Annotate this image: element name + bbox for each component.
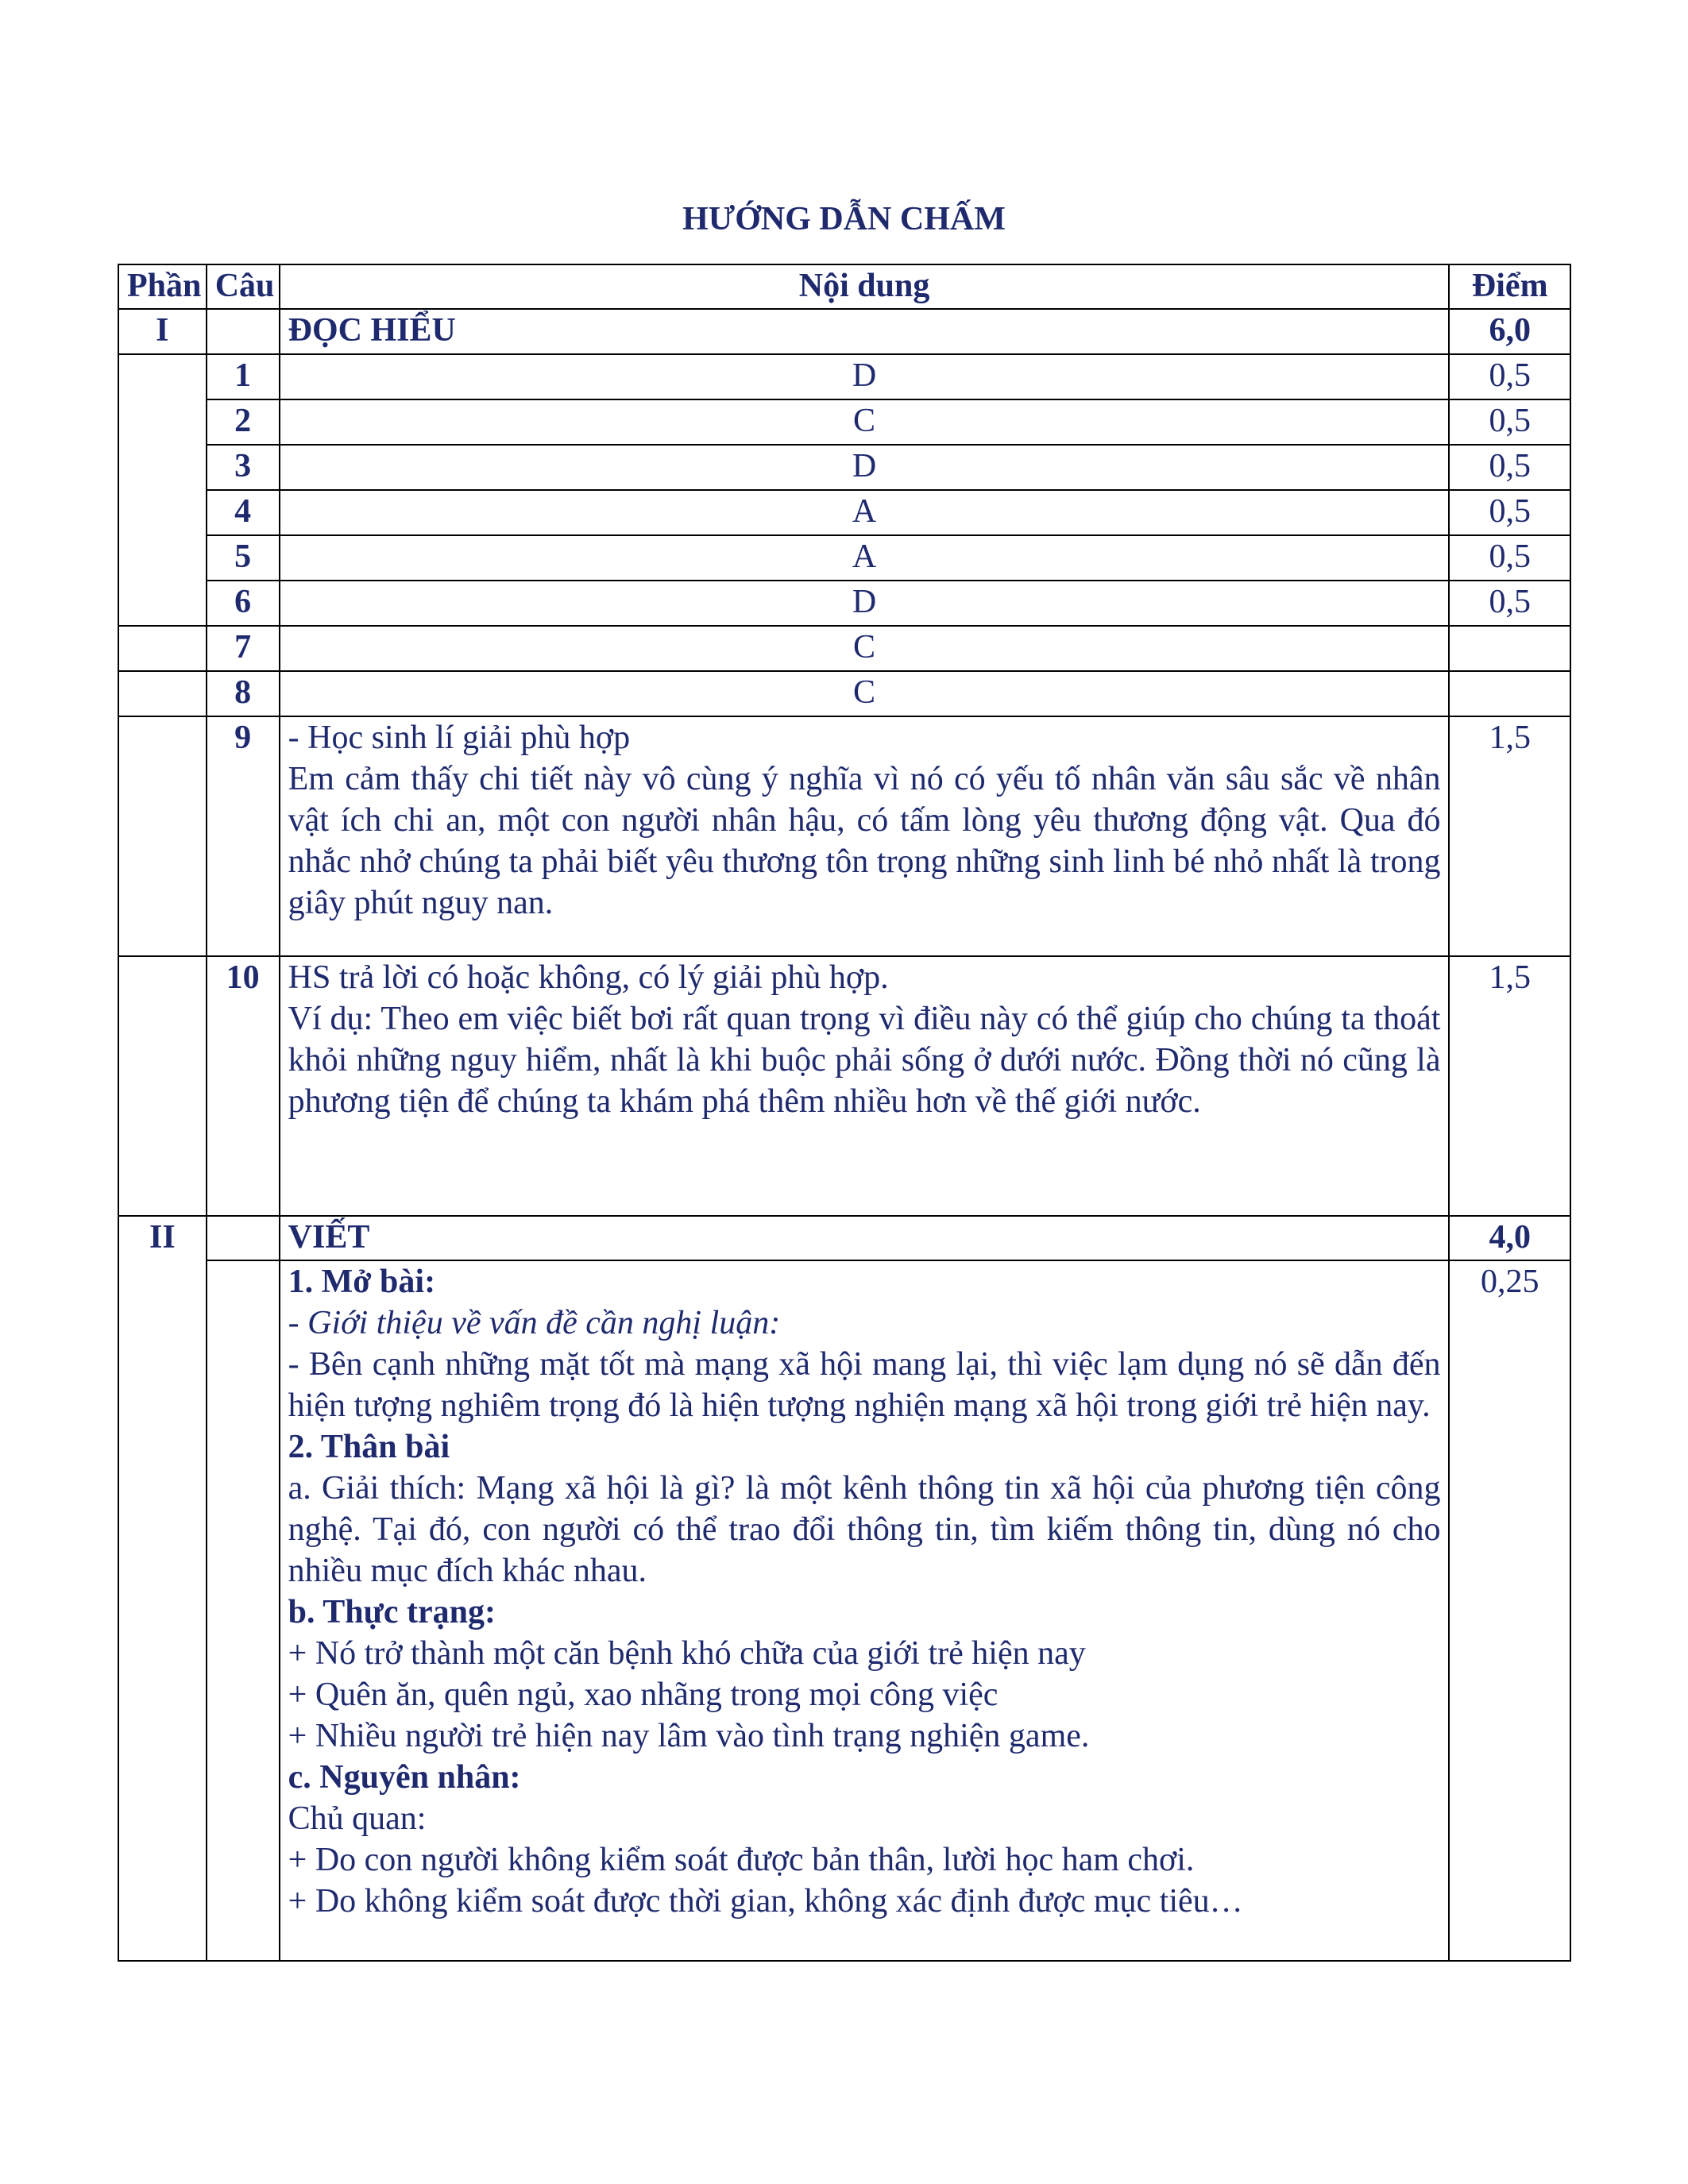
answer-note: - Học sinh lí giải phù hợp xyxy=(288,720,631,756)
table-row xyxy=(118,535,1570,581)
writing-content xyxy=(280,1260,1450,1961)
header-phan: Phần xyxy=(118,264,207,309)
question-number: 6 xyxy=(207,581,280,626)
empty-cell xyxy=(118,354,207,626)
table-row xyxy=(118,1260,1570,1961)
empty-cell xyxy=(207,1260,280,1961)
list-item: + Do không kiểm soát được thời gian, không xác định được mục tiêu… xyxy=(288,1883,1243,1920)
score-cell xyxy=(1449,626,1570,671)
table-row xyxy=(118,626,1570,671)
list-item: + Do con người không kiểm soát được bản thân, lười học ham chơi. xyxy=(288,1842,1195,1878)
nguyen-nhan-heading: c. Nguyên nhân: xyxy=(288,1759,521,1796)
empty-cell xyxy=(118,716,207,956)
empty-cell xyxy=(118,626,207,671)
score-cell xyxy=(1449,671,1570,716)
question-number: 8 xyxy=(207,671,280,716)
table-row xyxy=(118,716,1570,956)
section-score: 4,0 xyxy=(1449,1216,1570,1260)
list-item: + Nó trở thành một căn bệnh khó chữa của giới trẻ hiện nay xyxy=(288,1635,1086,1672)
answer-cell xyxy=(280,716,1450,956)
question-number: 1 xyxy=(207,354,280,399)
table-row xyxy=(118,956,1570,1216)
answer-paragraph: Em cảm thấy chi tiết này vô cùng ý nghĩa vì nó có yếu tố nhân văn sâu sắc về nhân vật ích chi an, một con người nhân hậu, có tấm lòng yêu thương động vật. Qua đó nhắc nhở chúng ta phải biết yêu thương tôn trọng những sinh linh bé nhỏ nhất là trong giây phút nguy nan. xyxy=(288,761,1441,921)
header-cau: Câu xyxy=(207,264,280,309)
table-row xyxy=(118,581,1570,626)
section-label: VIẾT xyxy=(280,1216,1450,1260)
answer-paragraph: Ví dụ: Theo em việc biết bơi rất quan trọng vì điều này có thể giúp cho chúng ta thoát khỏi những nguy hiểm, nhất là khi buộc phải sống ở dưới nước. Đồng thời nó cũng là phương tiện để chúng ta khám phá thêm nhiều hơn về thế giới nước. xyxy=(288,1001,1441,1120)
answer-cell: C xyxy=(280,626,1450,671)
answer-cell: D xyxy=(280,445,1450,490)
chu-quan-label: Chủ quan: xyxy=(288,1800,427,1837)
mo-bai-heading: 1. Mở bài: xyxy=(288,1264,436,1300)
table-header-row xyxy=(118,264,1570,309)
empty-cell xyxy=(207,309,280,354)
section-row-viet xyxy=(118,1216,1570,1260)
question-number: 10 xyxy=(207,956,280,1216)
mo-bai-intro: - Giới thiệu về vấn đề cần nghị luận: xyxy=(288,1305,781,1341)
score-cell: 0,25 xyxy=(1449,1260,1570,1961)
answer-cell: D xyxy=(280,581,1450,626)
table-row xyxy=(118,445,1570,490)
giai-thich-text: a. Giải thích: Mạng xã hội là gì? là một kênh thông tin xã hội của phương tiện công nghệ. Tại đó, con người có thể trao đổi thông tin, tìm kiếm thông tin, dùng nó cho nhiều mục đích khác nhau. xyxy=(288,1470,1441,1589)
answer-cell: C xyxy=(280,671,1450,716)
table-row xyxy=(118,354,1570,399)
question-number: 9 xyxy=(207,716,280,956)
empty-cell xyxy=(207,1216,280,1260)
score-cell: 0,5 xyxy=(1449,535,1570,581)
question-number: 2 xyxy=(207,399,280,445)
answer-note: HS trả lời có hoặc không, có lý giải phù hợp. xyxy=(288,959,889,996)
empty-cell xyxy=(118,956,207,1216)
header-noidung: Nội dung xyxy=(280,264,1450,309)
score-cell: 0,5 xyxy=(1449,445,1570,490)
section-label: ĐỌC HIỂU xyxy=(280,309,1450,354)
grading-table xyxy=(118,264,1571,1962)
answer-cell xyxy=(280,956,1450,1216)
list-item: + Nhiều người trẻ hiện nay lâm vào tình trạng nghiện game. xyxy=(288,1718,1090,1754)
score-cell: 0,5 xyxy=(1449,354,1570,399)
section-score: 6,0 xyxy=(1449,309,1570,354)
score-cell: 0,5 xyxy=(1449,399,1570,445)
question-number: 3 xyxy=(207,445,280,490)
question-number: 5 xyxy=(207,535,280,581)
score-cell: 1,5 xyxy=(1449,956,1570,1216)
page-title: HƯỚNG DẪN CHẤM xyxy=(682,201,1006,237)
than-bai-heading: 2. Thân bài xyxy=(288,1429,450,1465)
score-cell: 1,5 xyxy=(1449,716,1570,956)
thuc-trang-heading: b. Thực trạng: xyxy=(288,1594,496,1630)
answer-cell: C xyxy=(280,399,1450,445)
answer-cell: A xyxy=(280,535,1450,581)
header-diem: Điểm xyxy=(1449,264,1570,309)
score-cell: 0,5 xyxy=(1449,581,1570,626)
table-row xyxy=(118,399,1570,445)
question-number: 4 xyxy=(207,490,280,535)
table-row xyxy=(118,671,1570,716)
answer-cell: A xyxy=(280,490,1450,535)
mo-bai-text: - Bên cạnh những mặt tốt mà mạng xã hội mang lại, thì việc lạm dụng nó sẽ dẫn đến hiện tượng nghiêm trọng đó là hiện tượng nghiện mạng xã hội trong giới trẻ hiện nay. xyxy=(288,1346,1441,1424)
question-number: 7 xyxy=(207,626,280,671)
section-number: II xyxy=(118,1216,207,1961)
empty-cell xyxy=(118,671,207,716)
section-row-doc-hieu xyxy=(118,309,1570,354)
answer-cell: D xyxy=(280,354,1450,399)
table-row xyxy=(118,490,1570,535)
score-cell: 0,5 xyxy=(1449,490,1570,535)
section-number: I xyxy=(118,309,207,354)
list-item: + Quên ăn, quên ngủ, xao nhãng trong mọi công việc xyxy=(288,1677,999,1713)
